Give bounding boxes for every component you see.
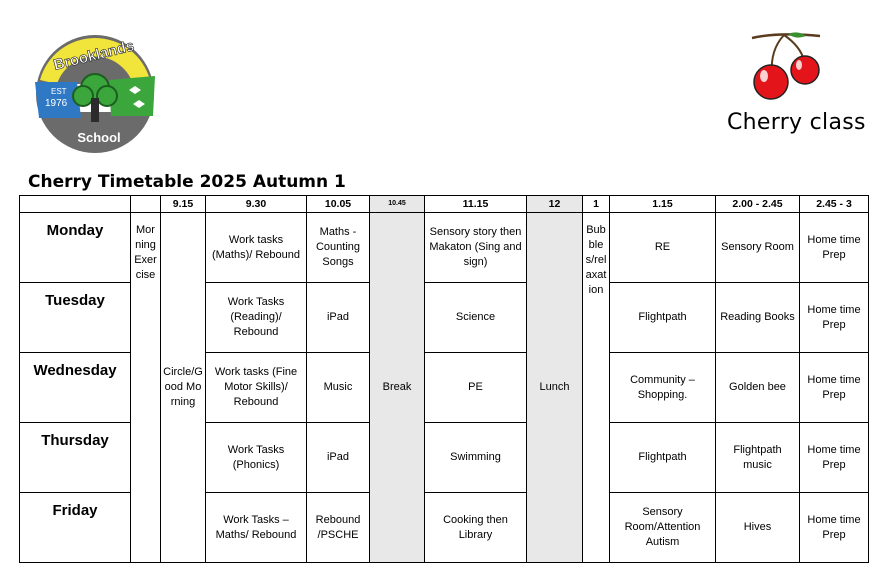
cell-930: Work Tasks (Reading)/ Rebound — [206, 283, 307, 353]
day-label: Wednesday — [20, 353, 131, 423]
svg-text:EST: EST — [51, 87, 67, 96]
cell-200: Hives — [716, 493, 800, 563]
header-cell: 9.15 — [161, 196, 206, 213]
cell-1005: iPad — [307, 423, 370, 493]
cell-200: Sensory Room — [716, 213, 800, 283]
cell-1115: Cooking then Library — [425, 493, 527, 563]
morning-exercise-cell: Morning Exercise — [131, 213, 161, 563]
cell-245: Home time Prep — [800, 213, 869, 283]
timetable — [19, 195, 869, 563]
cell-245: Home time Prep — [800, 283, 869, 353]
header-cell — [20, 196, 131, 213]
break-cell: Break — [370, 213, 425, 563]
cell-245: Home time Prep — [800, 493, 869, 563]
logo-bottom-text: School — [77, 130, 121, 145]
header-cell: 1 — [583, 196, 610, 213]
cell-115: Flightpath — [610, 283, 716, 353]
header-cell: 12 — [527, 196, 583, 213]
cell-930: Work Tasks (Phonics) — [206, 423, 307, 493]
header-cell: 9.30 — [206, 196, 307, 213]
header-cell: 1.15 — [610, 196, 716, 213]
timetable-title: Cherry Timetable 2025 Autumn 1 — [28, 172, 346, 192]
header-row — [20, 196, 869, 213]
cell-930: Work tasks (Maths)/ Rebound — [206, 213, 307, 283]
header-cell — [131, 196, 161, 213]
cell-115: Sensory Room/Attention Autism — [610, 493, 716, 563]
cell-1115: Science — [425, 283, 527, 353]
logo-top-text: Brooklands — [51, 37, 136, 74]
header-cell: 11.15 — [425, 196, 527, 213]
cell-200: Golden bee — [716, 353, 800, 423]
header-cell: 2.45 - 3 — [800, 196, 869, 213]
cell-1005: iPad — [307, 283, 370, 353]
cell-115: Community – Shopping. — [610, 353, 716, 423]
lunch-cell: Lunch — [527, 213, 583, 563]
cell-1005: Rebound /PSCHE — [307, 493, 370, 563]
header-cell: 10.45 — [370, 196, 425, 213]
svg-text:1976: 1976 — [45, 98, 68, 109]
cell-200: Flightpath music — [716, 423, 800, 493]
class-name: Cherry class — [727, 110, 866, 135]
header-cell: 10.05 — [307, 196, 370, 213]
cell-115: RE — [610, 213, 716, 283]
day-label: Monday — [20, 213, 131, 283]
cell-930: Work tasks (Fine Motor Skills)/ Rebound — [206, 353, 307, 423]
brooklands-school-logo — [29, 30, 165, 154]
circle-good-morning-cell: Circle/Good Morning — [161, 213, 206, 563]
day-label: Tuesday — [20, 283, 131, 353]
bubbles-relaxation-cell: Bubbles/relaxation — [583, 213, 610, 563]
cell-1115: PE — [425, 353, 527, 423]
cell-1115: Sensory story then Makaton (Sing and sign) — [425, 213, 527, 283]
day-label: Thursday — [20, 423, 131, 493]
cell-1005: Maths - Counting Songs — [307, 213, 370, 283]
cell-200: Reading Books — [716, 283, 800, 353]
cell-1005: Music — [307, 353, 370, 423]
table-row — [20, 213, 869, 283]
cell-245: Home time Prep — [800, 353, 869, 423]
cell-930: Work Tasks – Maths/ Rebound — [206, 493, 307, 563]
header-cell: 2.00 - 2.45 — [716, 196, 800, 213]
cell-245: Home time Prep — [800, 423, 869, 493]
cell-1115: Swimming — [425, 423, 527, 493]
cherries-icon — [748, 30, 826, 106]
day-label: Friday — [20, 493, 131, 563]
cell-115: Flightpath — [610, 423, 716, 493]
